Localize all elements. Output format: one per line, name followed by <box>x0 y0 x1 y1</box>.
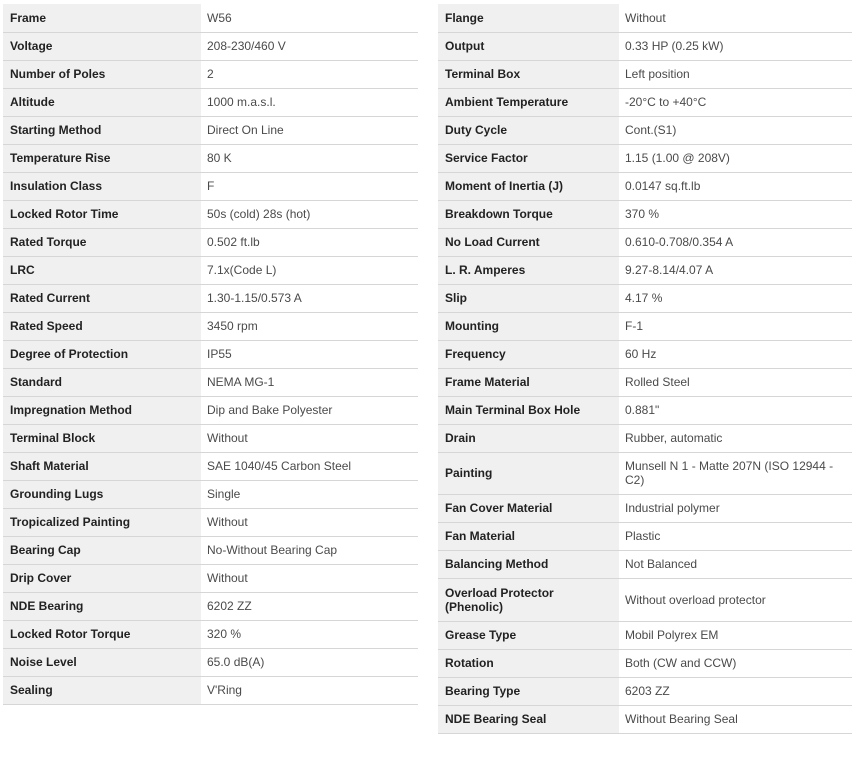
spec-row <box>438 677 852 705</box>
spec-value: 0.502 ft.lb <box>201 228 418 256</box>
spec-value: 0.881" <box>619 396 852 424</box>
spec-row <box>438 452 852 494</box>
spec-row <box>438 32 852 60</box>
spec-label: Output <box>438 32 619 60</box>
spec-label: Duty Cycle <box>438 116 619 144</box>
spec-row <box>438 256 852 284</box>
spec-row <box>3 508 418 536</box>
spec-row <box>3 256 418 284</box>
spec-value: Without <box>201 564 418 592</box>
spec-value: Without <box>201 424 418 452</box>
spec-value: 1000 m.a.s.l. <box>201 88 418 116</box>
spec-label: Locked Rotor Time <box>3 200 201 228</box>
spec-value: 3450 rpm <box>201 312 418 340</box>
spec-value: 0.610-0.708/0.354 A <box>619 228 852 256</box>
spec-row <box>438 172 852 200</box>
spec-row <box>438 424 852 452</box>
spec-row <box>3 4 418 32</box>
spec-value: F-1 <box>619 312 852 340</box>
spec-value: Direct On Line <box>201 116 418 144</box>
spec-label: Painting <box>438 452 619 494</box>
spec-value: Single <box>201 480 418 508</box>
spec-label: Rated Torque <box>3 228 201 256</box>
spec-label: Mounting <box>438 312 619 340</box>
spec-value: 6203 ZZ <box>619 677 852 705</box>
spec-row <box>438 200 852 228</box>
spec-row <box>438 4 852 32</box>
spec-label: Overload Protector (Phenolic) <box>438 578 619 621</box>
spec-value: Plastic <box>619 522 852 550</box>
spec-row <box>438 522 852 550</box>
spec-label: Bearing Type <box>438 677 619 705</box>
spec-label: Noise Level <box>3 648 201 676</box>
spec-row <box>3 144 418 172</box>
spec-value: 1.30-1.15/0.573 A <box>201 284 418 312</box>
spec-value: 1.15 (1.00 @ 208V) <box>619 144 852 172</box>
spec-row <box>438 312 852 340</box>
spec-row <box>3 564 418 592</box>
spec-label: Number of Poles <box>3 60 201 88</box>
spec-value: 65.0 dB(A) <box>201 648 418 676</box>
spec-row <box>3 284 418 312</box>
spec-label: Rotation <box>438 649 619 677</box>
spec-value: 7.1x(Code L) <box>201 256 418 284</box>
spec-label: NDE Bearing <box>3 592 201 620</box>
spec-table-right <box>438 4 852 734</box>
spec-row <box>3 368 418 396</box>
spec-value: F <box>201 172 418 200</box>
spec-value: Industrial polymer <box>619 494 852 522</box>
spec-label: Grease Type <box>438 621 619 649</box>
spec-row <box>3 228 418 256</box>
spec-label: LRC <box>3 256 201 284</box>
spec-label: Starting Method <box>3 116 201 144</box>
spec-label: Drip Cover <box>3 564 201 592</box>
spec-label: Service Factor <box>438 144 619 172</box>
spec-row <box>3 648 418 676</box>
spec-value: V'Ring <box>201 676 418 704</box>
spec-value: Without <box>201 508 418 536</box>
spec-row <box>3 480 418 508</box>
spec-value: Cont.(S1) <box>619 116 852 144</box>
spec-row <box>438 550 852 578</box>
spec-value: Without Bearing Seal <box>619 705 852 733</box>
spec-label: Breakdown Torque <box>438 200 619 228</box>
spec-label: Grounding Lugs <box>3 480 201 508</box>
spec-label: Drain <box>438 424 619 452</box>
spec-label: Altitude <box>3 88 201 116</box>
spec-label: Rated Current <box>3 284 201 312</box>
spec-row <box>438 60 852 88</box>
spec-row <box>3 424 418 452</box>
spec-label: Voltage <box>3 32 201 60</box>
spec-label: Terminal Box <box>438 60 619 88</box>
spec-value: 320 % <box>201 620 418 648</box>
spec-value: Not Balanced <box>619 550 852 578</box>
spec-label: Fan Material <box>438 522 619 550</box>
spec-label: Terminal Block <box>3 424 201 452</box>
spec-value: 60 Hz <box>619 340 852 368</box>
spec-label: Main Terminal Box Hole <box>438 396 619 424</box>
spec-label: Standard <box>3 368 201 396</box>
spec-row <box>438 621 852 649</box>
spec-label: Balancing Method <box>438 550 619 578</box>
spec-label: Flange <box>438 4 619 32</box>
spec-value: Mobil Polyrex EM <box>619 621 852 649</box>
spec-row <box>438 368 852 396</box>
spec-row <box>438 144 852 172</box>
spec-row <box>438 705 852 733</box>
spec-value: 80 K <box>201 144 418 172</box>
spec-row <box>438 88 852 116</box>
spec-value: 6202 ZZ <box>201 592 418 620</box>
spec-label: Impregnation Method <box>3 396 201 424</box>
spec-label: Temperature Rise <box>3 144 201 172</box>
spec-value: Munsell N 1 - Matte 207N (ISO 12944 - C2) <box>619 452 852 494</box>
spec-row <box>438 116 852 144</box>
spec-row <box>3 536 418 564</box>
spec-label: Rated Speed <box>3 312 201 340</box>
spec-value: 370 % <box>619 200 852 228</box>
spec-row <box>3 396 418 424</box>
spec-value: No-Without Bearing Cap <box>201 536 418 564</box>
spec-label: Sealing <box>3 676 201 704</box>
spec-row <box>3 592 418 620</box>
spec-label: Degree of Protection <box>3 340 201 368</box>
spec-value: SAE 1040/45 Carbon Steel <box>201 452 418 480</box>
spec-value: 9.27-8.14/4.07 A <box>619 256 852 284</box>
spec-label: NDE Bearing Seal <box>438 705 619 733</box>
spec-value: Both (CW and CCW) <box>619 649 852 677</box>
spec-value: Dip and Bake Polyester <box>201 396 418 424</box>
spec-label: No Load Current <box>438 228 619 256</box>
spec-table-left <box>3 4 418 705</box>
spec-row <box>3 676 418 704</box>
spec-row <box>438 649 852 677</box>
spec-row <box>3 32 418 60</box>
spec-value: NEMA MG-1 <box>201 368 418 396</box>
spec-table-right-body <box>438 4 852 733</box>
spec-row <box>3 88 418 116</box>
spec-value: 208-230/460 V <box>201 32 418 60</box>
spec-row <box>3 172 418 200</box>
spec-value: Rubber, automatic <box>619 424 852 452</box>
spec-label: Locked Rotor Torque <box>3 620 201 648</box>
spec-value: W56 <box>201 4 418 32</box>
spec-label: Fan Cover Material <box>438 494 619 522</box>
spec-row <box>438 340 852 368</box>
spec-row <box>3 60 418 88</box>
spec-label: Moment of Inertia (J) <box>438 172 619 200</box>
spec-row <box>3 312 418 340</box>
spec-label: Ambient Temperature <box>438 88 619 116</box>
spec-row <box>438 284 852 312</box>
spec-row <box>438 494 852 522</box>
spec-row <box>438 228 852 256</box>
spec-row <box>3 452 418 480</box>
spec-label: L. R. Amperes <box>438 256 619 284</box>
spec-row <box>438 578 852 621</box>
spec-row <box>3 116 418 144</box>
spec-row <box>438 396 852 424</box>
spec-label: Bearing Cap <box>3 536 201 564</box>
spec-row <box>3 200 418 228</box>
spec-value: 50s (cold) 28s (hot) <box>201 200 418 228</box>
spec-label: Frame <box>3 4 201 32</box>
spec-value: 4.17 % <box>619 284 852 312</box>
spec-row <box>3 340 418 368</box>
spec-label: Frequency <box>438 340 619 368</box>
spec-value: Rolled Steel <box>619 368 852 396</box>
spec-value: -20°C to +40°C <box>619 88 852 116</box>
spec-label: Shaft Material <box>3 452 201 480</box>
spec-value: Left position <box>619 60 852 88</box>
spec-value: 0.33 HP (0.25 kW) <box>619 32 852 60</box>
spec-value: IP55 <box>201 340 418 368</box>
spec-value: Without <box>619 4 852 32</box>
spec-value: 0.0147 sq.ft.lb <box>619 172 852 200</box>
spec-label: Frame Material <box>438 368 619 396</box>
spec-row <box>3 620 418 648</box>
spec-label: Insulation Class <box>3 172 201 200</box>
spec-value: Without overload protector <box>619 578 852 621</box>
spec-value: 2 <box>201 60 418 88</box>
spec-table-left-body <box>3 4 418 704</box>
spec-label: Slip <box>438 284 619 312</box>
spec-label: Tropicalized Painting <box>3 508 201 536</box>
